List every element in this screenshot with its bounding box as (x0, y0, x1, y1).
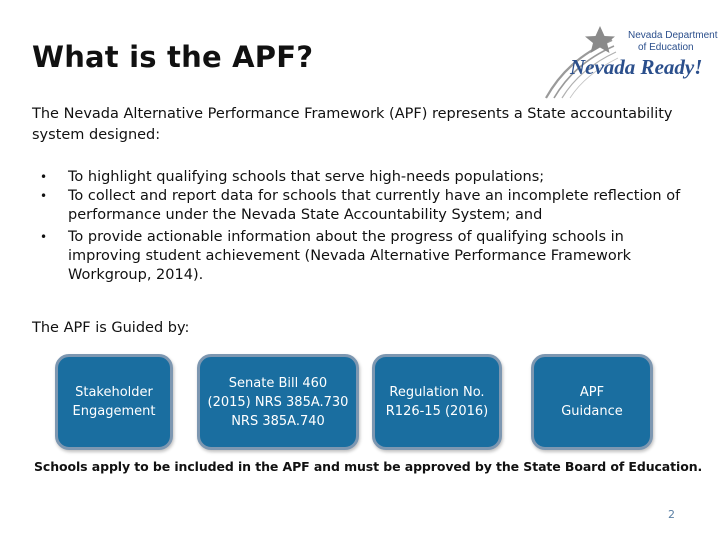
box-line: Senate Bill 460 (228, 375, 328, 391)
stakeholder-engagement-box (55, 354, 173, 450)
page-number: 2 (668, 508, 675, 521)
box-line: Guidance (561, 404, 623, 419)
bullet-icon: • (40, 189, 48, 203)
box-line: (2015) NRS 385A.730 (207, 394, 349, 410)
bullet-item (32, 187, 692, 225)
slide-title: What is the APF? (32, 40, 314, 74)
logo-line-1: Nevada Department (628, 30, 718, 41)
regulation-box (372, 354, 502, 450)
bullet-icon: • (40, 230, 48, 244)
nevada-department-of-education-logo (540, 18, 718, 102)
box-line: APF (579, 385, 605, 400)
bullet-icon: • (40, 170, 48, 184)
bullet-text: To highlight qualifying schools that serve high-needs populations; (68, 169, 545, 185)
logo-line-2: of Education (638, 42, 694, 53)
box-line: Regulation No. (389, 385, 485, 400)
intro-paragraph: The Nevada Alternative Performance Framework (APF) represents a State accountability system designed: (32, 106, 673, 143)
bullet-item (32, 168, 692, 187)
guided-by-heading: The APF is Guided by: (32, 320, 190, 336)
box-line: R126-15 (2016) (385, 404, 489, 419)
apf-guidance-box (531, 354, 653, 450)
bullet-text: To collect and report data for schools that currently have an incomplete reflection of performance under the Nevada State Accountability System; and (68, 188, 681, 223)
box-line: NRS 385A.740 (231, 413, 325, 429)
box-line: Stakeholder (75, 385, 153, 400)
bullet-text: To provide actionable information about the progress of qualifying schools in improving student achievement (Nevada Alternative Performance Framework Workgroup, 2014). (68, 229, 632, 283)
senate-bill-box (197, 354, 359, 450)
bullet-item (32, 228, 692, 285)
logo-tagline: Nevada Ready! (570, 55, 703, 79)
purpose-bullet-list (32, 168, 692, 285)
approval-note: Schools apply to be included in the APF and must be approved by the State Board of Education. (34, 459, 703, 474)
box-line: Engagement (72, 404, 156, 419)
